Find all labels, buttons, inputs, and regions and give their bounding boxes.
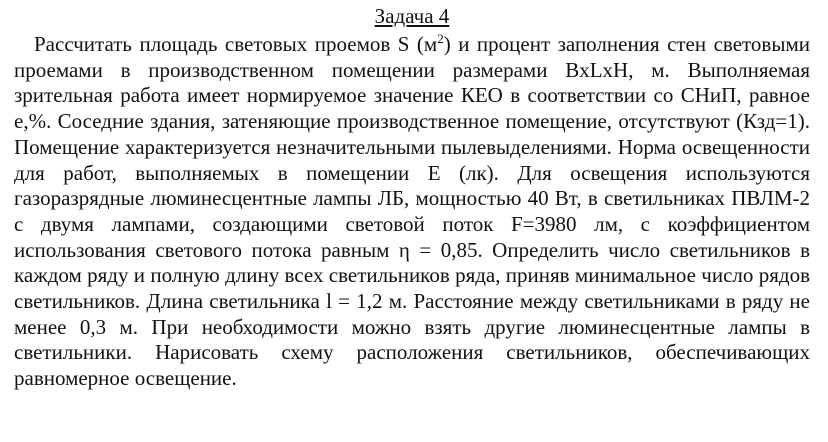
task-document bbox=[14, 2, 810, 392]
task-paragraph bbox=[14, 32, 810, 392]
square-meter-superscript: 2 bbox=[437, 31, 444, 46]
paragraph-text-rest: ) и процент заполнения стен световыми проемами в производственном помещении размерами BxLxH, м. Выполняемая зрительная работа имеет нормируемое значение КЕО в соответствии со СНиП, равное е,%. Соседние здания, затеняющие производственное помещение, отсутствуют (Кзд=1). Помещение характеризуется незначительными пылевыделениями. Норма освещенности для работ, выполняемых в помещении Е (лк). Для освещения используются газоразрядные люминесцентные лампы ЛБ, мощностью 40 Вт, в светильниках ПВЛМ-2 с двумя лампами, создающими световой поток F=3980 лм, с коэффициентом использования светового потока равным η = 0,85. Определить число светильников в каждом ряду и полную длину всех светильников ряда, приняв минимальное число рядов светильников. Длина светильника l = 1,2 м. Расстояние между светильниками в ряду не менее 0,3 м. При необходимости можно взять другие люминесцентные лампы в светильники. Нарисовать схему расположения светильников, обеспечивающих равномерное освещение. bbox=[14, 32, 810, 391]
task-title: Задача 4 bbox=[374, 4, 450, 28]
paragraph-text-start: Рассчитать площадь световых проемов S (м bbox=[34, 32, 438, 56]
